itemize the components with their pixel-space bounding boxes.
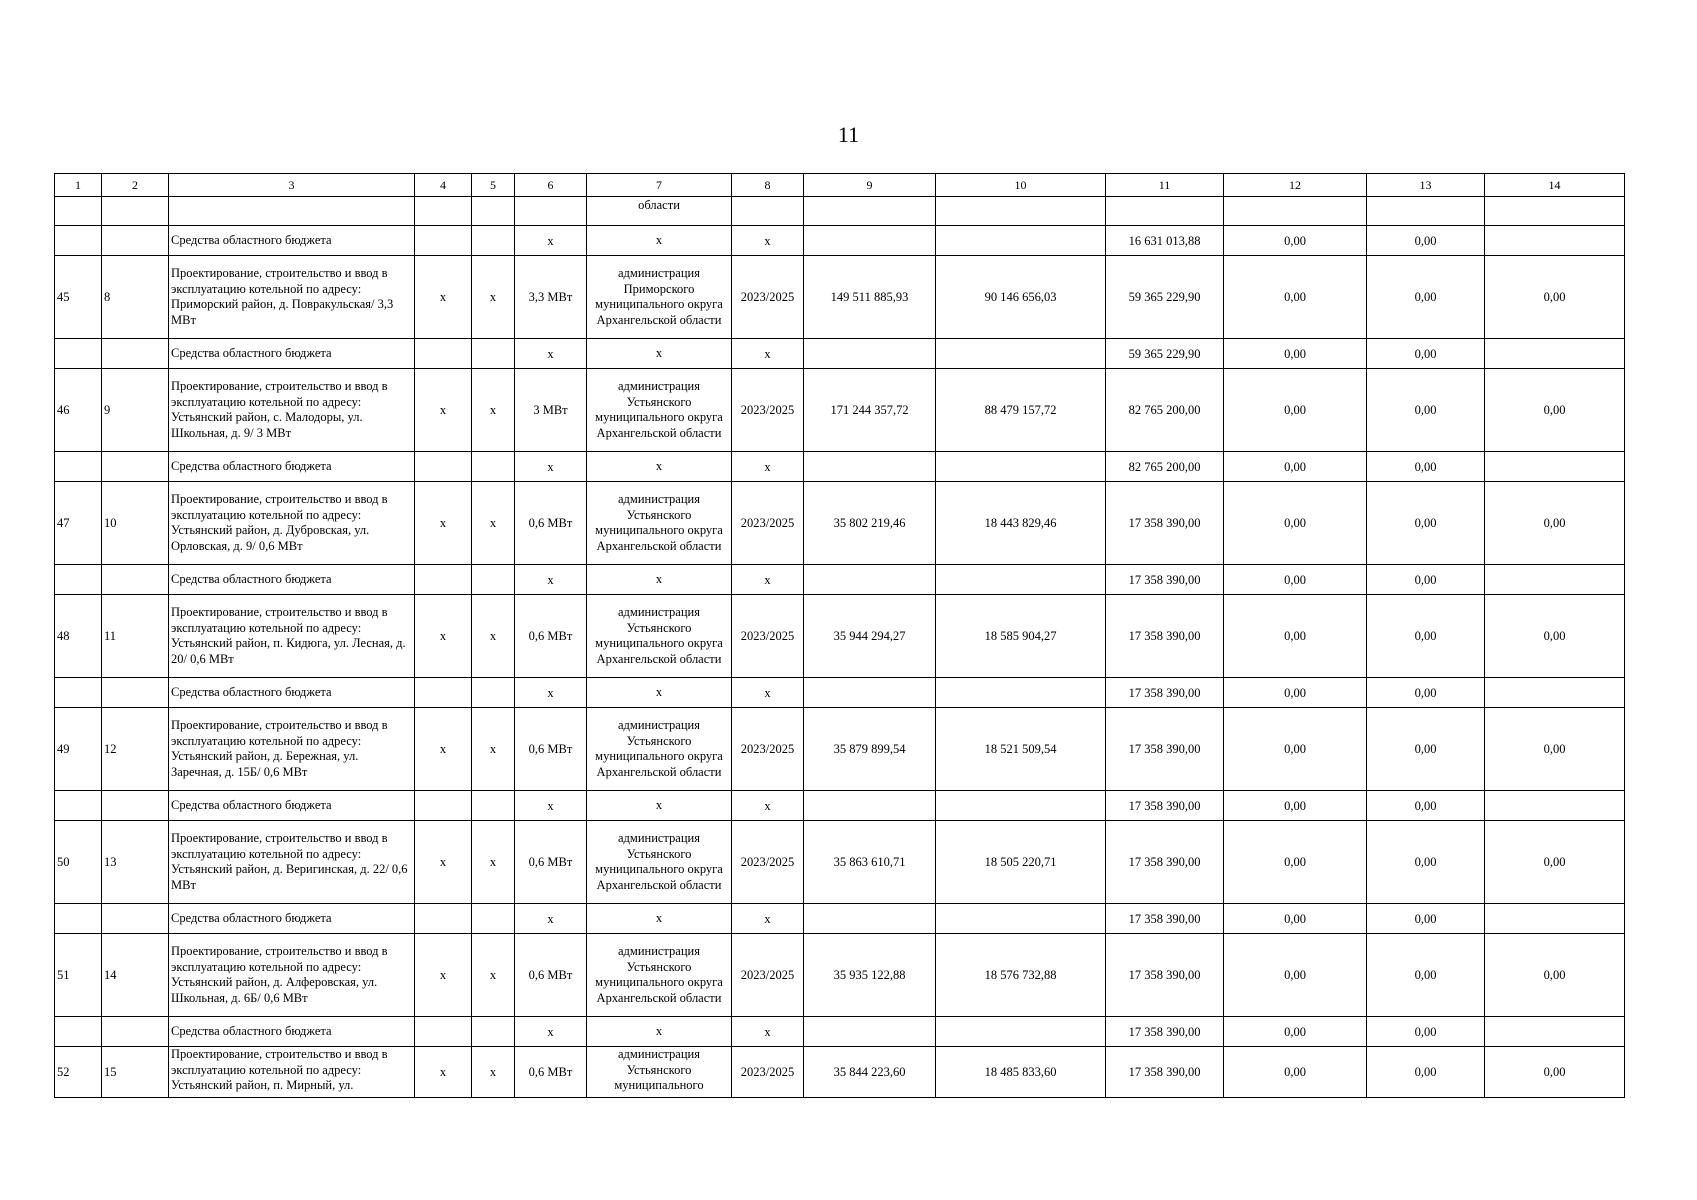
cell-col13: 0,00: [1367, 482, 1485, 565]
cell-col10: 18 585 904,27: [936, 595, 1106, 678]
cell-col4: [415, 452, 472, 482]
cell-col14: 0,00: [1485, 821, 1625, 904]
cell-item-number: [102, 904, 169, 934]
cell-description: Проектирование, строительство и ввод в эксплуатацию котельной по адресу: Устьянский район, д. Бережная, ул. Заречная, д. 15Б/ 0,6 МВт: [169, 708, 415, 791]
cell-period: х: [732, 339, 804, 369]
cell-col14: [1485, 904, 1625, 934]
cell: [1485, 197, 1625, 226]
cell-col12: 0,00: [1224, 1017, 1367, 1047]
cell: [515, 197, 587, 226]
cell: [55, 197, 102, 226]
budget-source-row: [55, 904, 1625, 934]
cell-col11: 17 358 390,00: [1106, 482, 1224, 565]
cell: [1106, 197, 1224, 226]
cell-period: х: [732, 452, 804, 482]
cell-description: Средства областного бюджета: [169, 1017, 415, 1047]
cell-col14: 0,00: [1485, 369, 1625, 452]
cell-col13: 0,00: [1367, 226, 1485, 256]
cell-col13: 0,00: [1367, 821, 1485, 904]
budget-source-row: [55, 339, 1625, 369]
cell-col14: [1485, 339, 1625, 369]
cell-responsible: администрация Устьянского муниципального округа Архангельской области: [587, 934, 732, 1017]
cell-total-cost: [804, 904, 936, 934]
cell-col10: [936, 565, 1106, 595]
column-header-7: 7: [587, 174, 732, 197]
cell-col4: [415, 904, 472, 934]
cell-description: Средства областного бюджета: [169, 565, 415, 595]
cell-col11: 17 358 390,00: [1106, 934, 1224, 1017]
cell-col4: х: [415, 708, 472, 791]
cell-col10: 18 505 220,71: [936, 821, 1106, 904]
cell-period: 2023/2025: [732, 256, 804, 339]
project-row: [55, 369, 1625, 452]
cell-item-number: [102, 1017, 169, 1047]
cell-col4: х: [415, 369, 472, 452]
header-row: [55, 174, 1625, 197]
cell-total-cost: [804, 226, 936, 256]
cell-col5: х: [472, 821, 515, 904]
cell-col14: [1485, 565, 1625, 595]
cell-col5: х: [472, 256, 515, 339]
cell-row-number: 51: [55, 934, 102, 1017]
cell-col12: 0,00: [1224, 904, 1367, 934]
project-row: [55, 482, 1625, 565]
cell-capacity: 3,3 МВт: [515, 256, 587, 339]
cell-col5: х: [472, 595, 515, 678]
cell-col12: 0,00: [1224, 452, 1367, 482]
cell-col14: [1485, 226, 1625, 256]
cell-description: Проектирование, строительство и ввод в эксплуатацию котельной по адресу: Устьянский район, д. Веригинская, д. 22/ 0,6 МВт: [169, 821, 415, 904]
cell-col12: 0,00: [1224, 1047, 1367, 1098]
cell-col13: 0,00: [1367, 1047, 1485, 1098]
cell-col12: 0,00: [1224, 226, 1367, 256]
cell-description: Средства областного бюджета: [169, 904, 415, 934]
cell-col14: 0,00: [1485, 256, 1625, 339]
cell-item-number: [102, 678, 169, 708]
cell-period: 2023/2025: [732, 1047, 804, 1098]
cell-total-cost: 35 863 610,71: [804, 821, 936, 904]
column-header-13: 13: [1367, 174, 1485, 197]
cell-col11: 82 765 200,00: [1106, 452, 1224, 482]
budget-source-row: [55, 226, 1625, 256]
column-header-5: 5: [472, 174, 515, 197]
cell-item-number: 14: [102, 934, 169, 1017]
cell-row-number: 48: [55, 595, 102, 678]
cell-col4: х: [415, 934, 472, 1017]
cell: [936, 197, 1106, 226]
cell-col10: 18 521 509,54: [936, 708, 1106, 791]
cell-row-number: 50: [55, 821, 102, 904]
cell-col14: 0,00: [1485, 595, 1625, 678]
column-header-10: 10: [936, 174, 1106, 197]
cell-col4: [415, 226, 472, 256]
cell-col14: [1485, 452, 1625, 482]
cell-col13: 0,00: [1367, 369, 1485, 452]
cell-responsible: х: [587, 678, 732, 708]
cell-responsible: х: [587, 1017, 732, 1047]
cell-row-number: [55, 1017, 102, 1047]
cell: [804, 197, 936, 226]
cell-responsible: администрация Устьянского муниципального округа Архангельской области: [587, 821, 732, 904]
cell-responsible: администрация Устьянского муниципального округа Архангельской области: [587, 369, 732, 452]
cell-row-number: [55, 452, 102, 482]
cell-col5: х: [472, 482, 515, 565]
project-row: [55, 821, 1625, 904]
cell-col13: 0,00: [1367, 791, 1485, 821]
cell-col14: [1485, 678, 1625, 708]
cell-col12: 0,00: [1224, 708, 1367, 791]
cell-col4: х: [415, 482, 472, 565]
cell-col12: 0,00: [1224, 791, 1367, 821]
column-header-6: 6: [515, 174, 587, 197]
cell-col13: 0,00: [1367, 565, 1485, 595]
cell-responsible: х: [587, 339, 732, 369]
cell-total-cost: [804, 678, 936, 708]
cell-col10: [936, 791, 1106, 821]
continuation-row: [55, 197, 1625, 226]
cell-row-number: [55, 678, 102, 708]
cell-col14: [1485, 1017, 1625, 1047]
cell-responsible: администрация Устьянского муниципального округа Архангельской области: [587, 708, 732, 791]
budget-source-row: [55, 678, 1625, 708]
cell-responsible: х: [587, 904, 732, 934]
budget-source-row: [55, 452, 1625, 482]
cell-description: Средства областного бюджета: [169, 339, 415, 369]
cell: [1367, 197, 1485, 226]
cell-description: Средства областного бюджета: [169, 678, 415, 708]
cell-responsible: администрация Устьянского муниципального округа Архангельской области: [587, 595, 732, 678]
column-header-11: 11: [1106, 174, 1224, 197]
cell-col13: 0,00: [1367, 339, 1485, 369]
cell-col10: [936, 226, 1106, 256]
project-row: [55, 256, 1625, 339]
cell-col13: 0,00: [1367, 452, 1485, 482]
cell-total-cost: [804, 565, 936, 595]
cell-col12: 0,00: [1224, 678, 1367, 708]
cell-capacity: 0,6 МВт: [515, 482, 587, 565]
cell-item-number: [102, 226, 169, 256]
cell-period: х: [732, 791, 804, 821]
cell-total-cost: 35 844 223,60: [804, 1047, 936, 1098]
cell-col13: 0,00: [1367, 595, 1485, 678]
cell-capacity: 0,6 МВт: [515, 821, 587, 904]
cell-row-number: 49: [55, 708, 102, 791]
cell-capacity: 0,6 МВт: [515, 1047, 587, 1098]
cell-capacity: х: [515, 791, 587, 821]
cell-col5: [472, 791, 515, 821]
cell-col5: [472, 678, 515, 708]
cell-col5: [472, 565, 515, 595]
cell-capacity: х: [515, 565, 587, 595]
cell-col11: 16 631 013,88: [1106, 226, 1224, 256]
cell-col13: 0,00: [1367, 678, 1485, 708]
cell-total-cost: [804, 1017, 936, 1047]
cell-col14: 0,00: [1485, 708, 1625, 791]
cell-period: 2023/2025: [732, 708, 804, 791]
cell-description: Средства областного бюджета: [169, 452, 415, 482]
cell-row-number: [55, 339, 102, 369]
cell-col14: 0,00: [1485, 934, 1625, 1017]
cell-col11: 82 765 200,00: [1106, 369, 1224, 452]
cell: [102, 197, 169, 226]
cell-capacity: х: [515, 678, 587, 708]
cell-col10: 90 146 656,03: [936, 256, 1106, 339]
cell-col10: 18 443 829,46: [936, 482, 1106, 565]
cell-col5: х: [472, 1047, 515, 1098]
cell-col10: [936, 452, 1106, 482]
column-header-4: 4: [415, 174, 472, 197]
cell-col4: х: [415, 595, 472, 678]
cell: [472, 197, 515, 226]
cell-description: Проектирование, строительство и ввод в эксплуатацию котельной по адресу: Устьянский район, д. Дубровская, ул. Орловская, д. 9/ 0,6 МВт: [169, 482, 415, 565]
cell-row-number: 46: [55, 369, 102, 452]
cell-responsible: администрация Устьянского муниципального округа Архангельской области: [587, 482, 732, 565]
cell-col5: [472, 452, 515, 482]
cell-capacity: 3 МВт: [515, 369, 587, 452]
cell-col4: х: [415, 256, 472, 339]
cell-description: Проектирование, строительство и ввод в эксплуатацию котельной по адресу: Устьянский район, д. Алферовская, ул. Школьная, д. 6Б/ 0,6 МВт: [169, 934, 415, 1017]
cell-col11: 17 358 390,00: [1106, 1017, 1224, 1047]
cell-description: Проектирование, строительство и ввод в эксплуатацию котельной по адресу: Устьянский район, с. Малодоры, ул. Школьная, д. 9/ 3 МВт: [169, 369, 415, 452]
cell-description: Проектирование, строительство и ввод в эксплуатацию котельной по адресу: Устьянский район, п. Кидюга, ул. Лесная, д. 20/ 0,6 МВт: [169, 595, 415, 678]
cell-col12: 0,00: [1224, 369, 1367, 452]
cell-col13: 0,00: [1367, 1017, 1485, 1047]
cell-period: 2023/2025: [732, 482, 804, 565]
cell-col14: 0,00: [1485, 1047, 1625, 1098]
table-body: [55, 197, 1625, 1098]
cell-description: Проектирование, строительство и ввод в эксплуатацию котельной по адресу: Приморский район, д. Повракульская/ 3,3 МВт: [169, 256, 415, 339]
column-header-8: 8: [732, 174, 804, 197]
cell-col11: 17 358 390,00: [1106, 708, 1224, 791]
cell-col14: 0,00: [1485, 482, 1625, 565]
cell-capacity: 0,6 МВт: [515, 934, 587, 1017]
cell-col10: [936, 904, 1106, 934]
page-number: 11: [837, 122, 860, 147]
cell-responsible: х: [587, 452, 732, 482]
cell-period: х: [732, 678, 804, 708]
cell-period: х: [732, 904, 804, 934]
cell-item-number: 12: [102, 708, 169, 791]
cell-capacity: х: [515, 452, 587, 482]
cell-row-number: [55, 226, 102, 256]
cell-row-number: 47: [55, 482, 102, 565]
cell-item-number: 15: [102, 1047, 169, 1098]
cell-total-cost: 35 879 899,54: [804, 708, 936, 791]
cell-col4: [415, 791, 472, 821]
cell-col13: 0,00: [1367, 934, 1485, 1017]
cell-item-number: 9: [102, 369, 169, 452]
cell-col10: 88 479 157,72: [936, 369, 1106, 452]
cell-col12: 0,00: [1224, 934, 1367, 1017]
budget-table: [54, 173, 1625, 1098]
cell-total-cost: 35 944 294,27: [804, 595, 936, 678]
column-header-12: 12: [1224, 174, 1367, 197]
cell-col5: [472, 1017, 515, 1047]
project-row: [55, 1047, 1625, 1098]
cell-col12: 0,00: [1224, 565, 1367, 595]
cell-col14: [1485, 791, 1625, 821]
cell-item-number: 13: [102, 821, 169, 904]
cell-period: 2023/2025: [732, 821, 804, 904]
cell-period: х: [732, 1017, 804, 1047]
column-header-1: 1: [55, 174, 102, 197]
cell-col11: 17 358 390,00: [1106, 904, 1224, 934]
cell-capacity: х: [515, 904, 587, 934]
cell-row-number: [55, 791, 102, 821]
cell-col12: 0,00: [1224, 256, 1367, 339]
budget-source-row: [55, 791, 1625, 821]
cell-col10: [936, 1017, 1106, 1047]
cell-period: х: [732, 226, 804, 256]
cell: [415, 197, 472, 226]
cell-col10: 18 576 732,88: [936, 934, 1106, 1017]
cell-col11: 59 365 229,90: [1106, 256, 1224, 339]
cell-col11: 17 358 390,00: [1106, 595, 1224, 678]
cell-description: Средства областного бюджета: [169, 226, 415, 256]
cell-col5: [472, 226, 515, 256]
cell-capacity: 0,6 МВт: [515, 708, 587, 791]
cell-responsible: х: [587, 565, 732, 595]
cell-col5: [472, 339, 515, 369]
cell-col12: 0,00: [1224, 821, 1367, 904]
cell-description: Проектирование, строительство и ввод в эксплуатацию котельной по адресу: Устьянский район, п. Мирный, ул.: [169, 1047, 415, 1098]
cell-responsible: х: [587, 226, 732, 256]
cell-item-number: [102, 565, 169, 595]
cell-responsible: администрация Приморского муниципального округа Архангельской области: [587, 256, 732, 339]
cell-col11: 17 358 390,00: [1106, 821, 1224, 904]
cell-col12: 0,00: [1224, 595, 1367, 678]
cell-col13: 0,00: [1367, 708, 1485, 791]
cell-col4: [415, 1017, 472, 1047]
column-header-2: 2: [102, 174, 169, 197]
cell-total-cost: 171 244 357,72: [804, 369, 936, 452]
cell-col4: [415, 678, 472, 708]
cell-item-number: [102, 452, 169, 482]
cell-period: 2023/2025: [732, 369, 804, 452]
column-header-14: 14: [1485, 174, 1625, 197]
cell-row-number: 52: [55, 1047, 102, 1098]
cell-col11: 17 358 390,00: [1106, 565, 1224, 595]
cell-total-cost: [804, 452, 936, 482]
cell-col4: х: [415, 821, 472, 904]
cell-col5: х: [472, 369, 515, 452]
cell-total-cost: 149 511 885,93: [804, 256, 936, 339]
cell: [732, 197, 804, 226]
cell-period: х: [732, 565, 804, 595]
cell-item-number: 10: [102, 482, 169, 565]
cell-capacity: х: [515, 1017, 587, 1047]
cell-capacity: х: [515, 226, 587, 256]
cell-col11: 17 358 390,00: [1106, 791, 1224, 821]
cell-item-number: [102, 339, 169, 369]
cell-col4: х: [415, 1047, 472, 1098]
cell-col12: 0,00: [1224, 339, 1367, 369]
budget-source-row: [55, 565, 1625, 595]
cell-col5: х: [472, 934, 515, 1017]
cell-row-number: 45: [55, 256, 102, 339]
cell-responsible: области: [587, 197, 732, 226]
cell-capacity: 0,6 МВт: [515, 595, 587, 678]
cell-col4: [415, 565, 472, 595]
cell-capacity: х: [515, 339, 587, 369]
cell-col5: [472, 904, 515, 934]
cell-responsible: администрация Устьянского муниципального: [587, 1047, 732, 1098]
column-header-9: 9: [804, 174, 936, 197]
cell-col5: х: [472, 708, 515, 791]
cell-col12: 0,00: [1224, 482, 1367, 565]
project-row: [55, 595, 1625, 678]
project-row: [55, 708, 1625, 791]
cell-responsible: х: [587, 791, 732, 821]
cell-col13: 0,00: [1367, 904, 1485, 934]
cell-item-number: 11: [102, 595, 169, 678]
cell-col10: 18 485 833,60: [936, 1047, 1106, 1098]
cell-col4: [415, 339, 472, 369]
cell-col11: 17 358 390,00: [1106, 1047, 1224, 1098]
cell: [169, 197, 415, 226]
cell-col11: 17 358 390,00: [1106, 678, 1224, 708]
cell-row-number: [55, 904, 102, 934]
project-row: [55, 934, 1625, 1017]
cell-item-number: [102, 791, 169, 821]
cell-description: Средства областного бюджета: [169, 791, 415, 821]
cell-period: 2023/2025: [732, 595, 804, 678]
cell-period: 2023/2025: [732, 934, 804, 1017]
cell-item-number: 8: [102, 256, 169, 339]
budget-source-row: [55, 1017, 1625, 1047]
cell-total-cost: [804, 791, 936, 821]
cell-row-number: [55, 565, 102, 595]
cell-total-cost: [804, 339, 936, 369]
cell-total-cost: 35 802 219,46: [804, 482, 936, 565]
cell: [1224, 197, 1367, 226]
cell-total-cost: 35 935 122,88: [804, 934, 936, 1017]
column-header-3: 3: [169, 174, 415, 197]
cell-col10: [936, 339, 1106, 369]
cell-col11: 59 365 229,90: [1106, 339, 1224, 369]
cell-col13: 0,00: [1367, 256, 1485, 339]
cell-col10: [936, 678, 1106, 708]
